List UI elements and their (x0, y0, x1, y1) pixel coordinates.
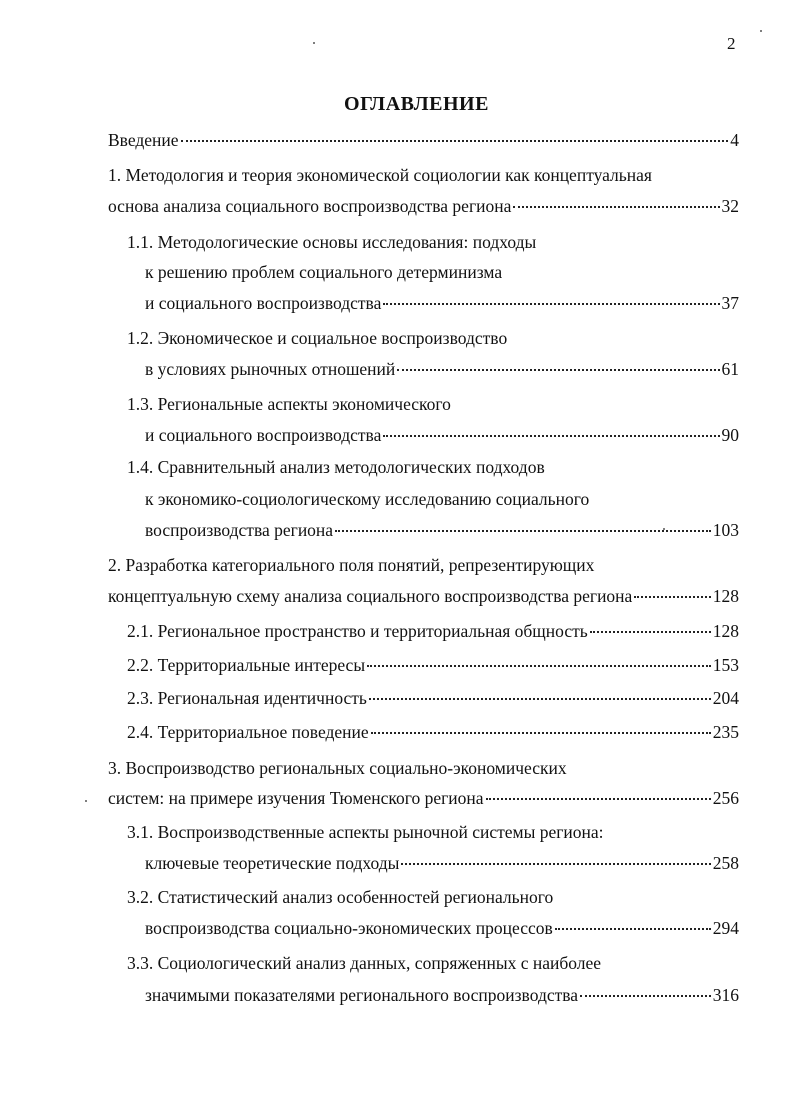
toc-entry-label: концептуальную схему анализа социального воспроизводства региона (108, 586, 633, 606)
dot-leader (383, 435, 719, 437)
dot-leader (369, 698, 711, 700)
toc-page-number: 316 (712, 985, 739, 1005)
toc-section-3-2 (145, 917, 739, 939)
toc-page-number: 256 (712, 788, 739, 808)
toc-section-2-3 (127, 687, 739, 709)
dot-leader (371, 732, 711, 734)
toc-section-1-2 (145, 358, 739, 380)
toc-section-3-3-line-1: 3.3. Социологический анализ данных, сопряженных с наиболее (127, 953, 602, 973)
toc-section-1-4-line-2: к экономико-социологическому исследованию социального (145, 489, 590, 509)
toc-page-number: 90 (721, 425, 739, 445)
dot-leader (335, 530, 711, 532)
toc-section-3-3 (145, 984, 739, 1006)
toc-page-number: 128 (712, 586, 739, 606)
dot-leader (580, 995, 711, 997)
dot-leader (486, 798, 711, 800)
toc-entry-intro (108, 129, 739, 151)
toc-section-1-2-line-1: 1.2. Экономическое и социальное воспроизводство (127, 328, 508, 348)
toc-entry-label: основа анализа социального воспроизводства региона (108, 196, 512, 216)
dot-leader (634, 596, 710, 598)
toc-entry-label: и социального воспроизводства (145, 425, 382, 445)
toc-section-1-4-line-1: 1.4. Сравнительный анализ методологических подходов (127, 457, 545, 477)
scan-speck (760, 30, 762, 32)
toc-section-1-1-line-2: к решению проблем социального детерминизма (145, 262, 503, 282)
dot-leader (513, 206, 719, 208)
page-number: 2 (727, 34, 736, 53)
toc-page-number: 294 (712, 918, 739, 938)
dot-leader (401, 863, 710, 865)
toc-entry-label: воспроизводства региона (145, 520, 334, 540)
toc-section-1-1-line-1: 1.1. Методологические основы исследования: подходы (127, 232, 537, 252)
toc-page-number: 103 (712, 520, 739, 540)
toc-page-number: 4 (730, 130, 739, 150)
dot-leader (397, 369, 719, 371)
toc-entry-label: значимыми показателями регионального воспроизводства (145, 985, 579, 1005)
toc-section-3-1 (145, 852, 739, 874)
toc-section-1-3 (145, 424, 739, 446)
toc-entry-label: систем: на примере изучения Тюменского региона (108, 788, 484, 808)
toc-entry-label: в условиях рыночных отношений (145, 359, 396, 379)
toc-section-2-1 (127, 620, 739, 642)
dot-leader (383, 303, 719, 305)
toc-entry-label: и социального воспроизводства (145, 293, 382, 313)
dot-leader (590, 631, 711, 633)
toc-chapter-1-line-1: 1. Методология и теория экономической социологии как концептуальная (108, 165, 652, 185)
toc-section-3-1-line-1: 3.1. Воспроизводственные аспекты рыночной системы региона: (127, 822, 604, 842)
toc-chapter-3 (108, 787, 739, 809)
toc-page-number: 37 (721, 293, 739, 313)
toc-page-number: 32 (721, 196, 739, 216)
scan-speck (663, 528, 665, 530)
toc-page-number: 128 (712, 621, 739, 641)
toc-section-1-1 (145, 292, 739, 314)
toc-section-2-4 (127, 721, 739, 743)
toc-page-number: 61 (721, 359, 739, 379)
scan-speck (85, 800, 87, 802)
toc-page-number: 153 (712, 655, 739, 675)
toc-section-1-3-line-1: 1.3. Региональные аспекты экономического (127, 394, 451, 414)
toc-section-3-2-line-1: 3.2. Статистический анализ особенностей регионального (127, 887, 554, 907)
toc-entry-label: ключевые теоретические подходы (145, 853, 400, 873)
toc-entry-label: 2.4. Территориальное поведение (127, 722, 369, 742)
dot-leader (181, 140, 729, 142)
dot-leader (367, 665, 711, 667)
toc-chapter-3-line-1: 3. Воспроизводство региональных социально-экономических (108, 758, 567, 778)
toc-chapter-2-line-1: 2. Разработка категориального поля понятий, репрезентирующих (108, 555, 595, 575)
toc-section-1-4 (145, 519, 739, 541)
toc-section-2-2 (127, 654, 739, 676)
toc-entry-label: 2.1. Региональное пространство и территориальная общность (127, 621, 588, 641)
toc-page-number: 235 (712, 722, 739, 742)
scan-speck (313, 42, 315, 44)
toc-page-number: 204 (712, 688, 739, 708)
toc-entry-label: воспроизводства социально-экономических процессов (145, 918, 553, 938)
toc-chapter-1 (108, 195, 739, 217)
toc-entry-label: 2.2. Территориальные интересы (127, 655, 366, 675)
page-title: ОГЛАВЛЕНИЕ (344, 93, 489, 115)
toc-chapter-2 (108, 585, 739, 607)
toc-entry-label: 2.3. Региональная идентичность (127, 688, 367, 708)
toc-page-number: 258 (712, 853, 739, 873)
toc-entry-label: Введение (108, 130, 179, 150)
dot-leader (555, 928, 711, 930)
